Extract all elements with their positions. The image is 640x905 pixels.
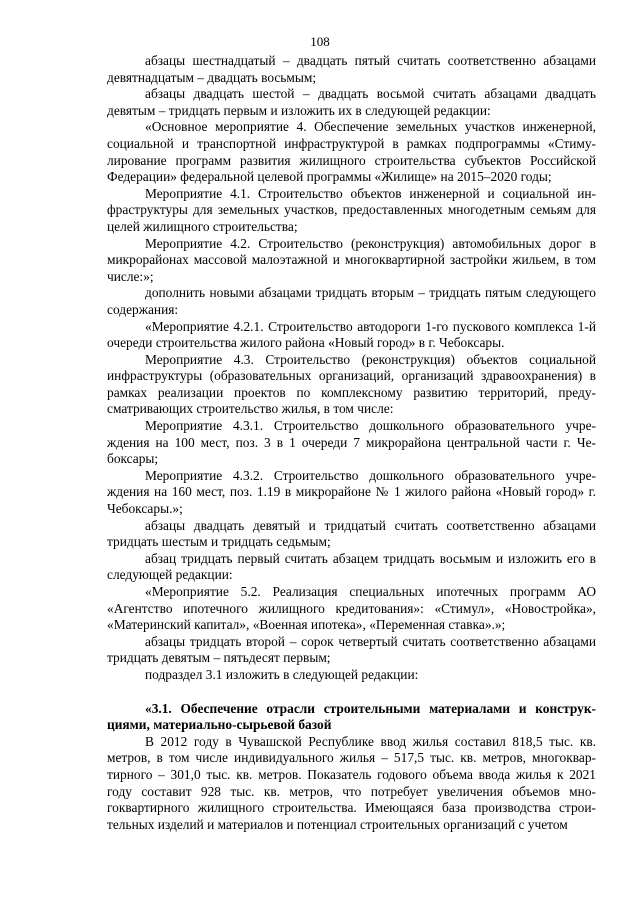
document-body bbox=[107, 53, 596, 833]
section-heading: «3.1. Обеспечение отрасли строительными материалами и конструкциями, материально-сырьевой базой bbox=[107, 700, 596, 733]
paragraph: Мероприятие 4.3.2. Строительство дошкольного образовательного учреждения на 160 мест, поз. 1.19 в микрорайоне № 1 жилого района «Новый город» г. Чебоксары.»; bbox=[107, 467, 596, 517]
paragraph: В 2012 году в Чувашской Республике ввод жилья составил 818,5 тыс. кв. метров, в том числе индивидуального жилья – 517,5 тыс. кв. метров, многоквартирного – 301,0 тыс. кв. метров. Показатель годового объема ввода жилья к 2021 году составит 928 тыс. кв. метров, что потребует увеличения объемов многоквартирного жилищного строительства. Имеющаяся база производства строительных изделий и материалов и потенциал строительных организаций с учетом bbox=[107, 733, 596, 832]
paragraph: подраздел 3.1 изложить в следующей редакции: bbox=[145, 666, 419, 682]
paragraph: Мероприятие 4.2. Строительство (реконструкция) автомобильных дорог в микрорайонах массовой малоэтажной и многоквартирной застройки жильем, в том числе:»; bbox=[107, 235, 596, 284]
paragraph: абзацы шестнадцатый – двадцать пятый считать соответственно абзацами девятнадцатым – двадцать восьмым; bbox=[107, 53, 596, 85]
paragraph: дополнить новыми абзацами тридцать вторым – тридцать пятым следующего содержания: bbox=[107, 285, 596, 317]
paragraph: абзац тридцать первый считать абзацем тридцать восьмым и изложить его в следующей редакции: bbox=[107, 550, 596, 583]
paragraph: Мероприятие 4.3.1. Строительство дошкольного образовательного учреждения на 100 мест, поз. 3 в 1 очереди 7 микрорайона центральной части г. Чебоксары; bbox=[107, 418, 596, 467]
paragraph: абзацы тридцать второй – сорок четвертый считать соответственно абзацами тридцать девятым – пятьдесят первым; bbox=[107, 633, 596, 666]
paragraph: Мероприятие 4.1. Строительство объектов инженерной и социальной инфраструктуры для земельных участков, предоставленных многодетным семьям для целей жилищного строительства; bbox=[107, 185, 596, 234]
paragraph: «Мероприятие 5.2. Реализация специальных ипотечных программ АО «Агентство ипотечного жилищного кредитования»: «Стимул», «Новостройка», «Материнский капитал», «Военная ипотека», «Переменная ставка».»; bbox=[107, 584, 596, 633]
paragraph: Мероприятие 4.3. Строительство (реконструкция) объектов социальной инфраструктуры (образовательных организаций, организаций здравоохранения) в рамках реализации проектов по комплексному развитию территорий, предусматривающих строительство жилья, в том числе: bbox=[107, 351, 596, 417]
paragraph: «Мероприятие 4.2.1. Строительство автодороги 1-го пускового комплекса 1-й очереди строительства жилого района «Новый город» в г. Чебоксары. bbox=[107, 318, 596, 351]
page-number: 108 bbox=[310, 34, 330, 49]
paragraph: абзацы двадцать девятый и тридцатый считать соответственно абзацами тридцать шестым и тридцать седьмым; bbox=[107, 517, 596, 550]
paragraph: абзацы двадцать шестой – двадцать восьмой считать абзацами двадцать девятым – тридцать первым и изложить их в следующей редакции: bbox=[107, 86, 596, 118]
paragraph: «Основное мероприятие 4. Обеспечение земельных участков инженерной, социальной и транспортной инфраструктурой в рамках подпрограммы «Стимулирование программ развития жилищного строительства субъектов Российской Федерации» федеральной целевой программы «Жилище» на 2015–2020 годы; bbox=[107, 119, 596, 185]
